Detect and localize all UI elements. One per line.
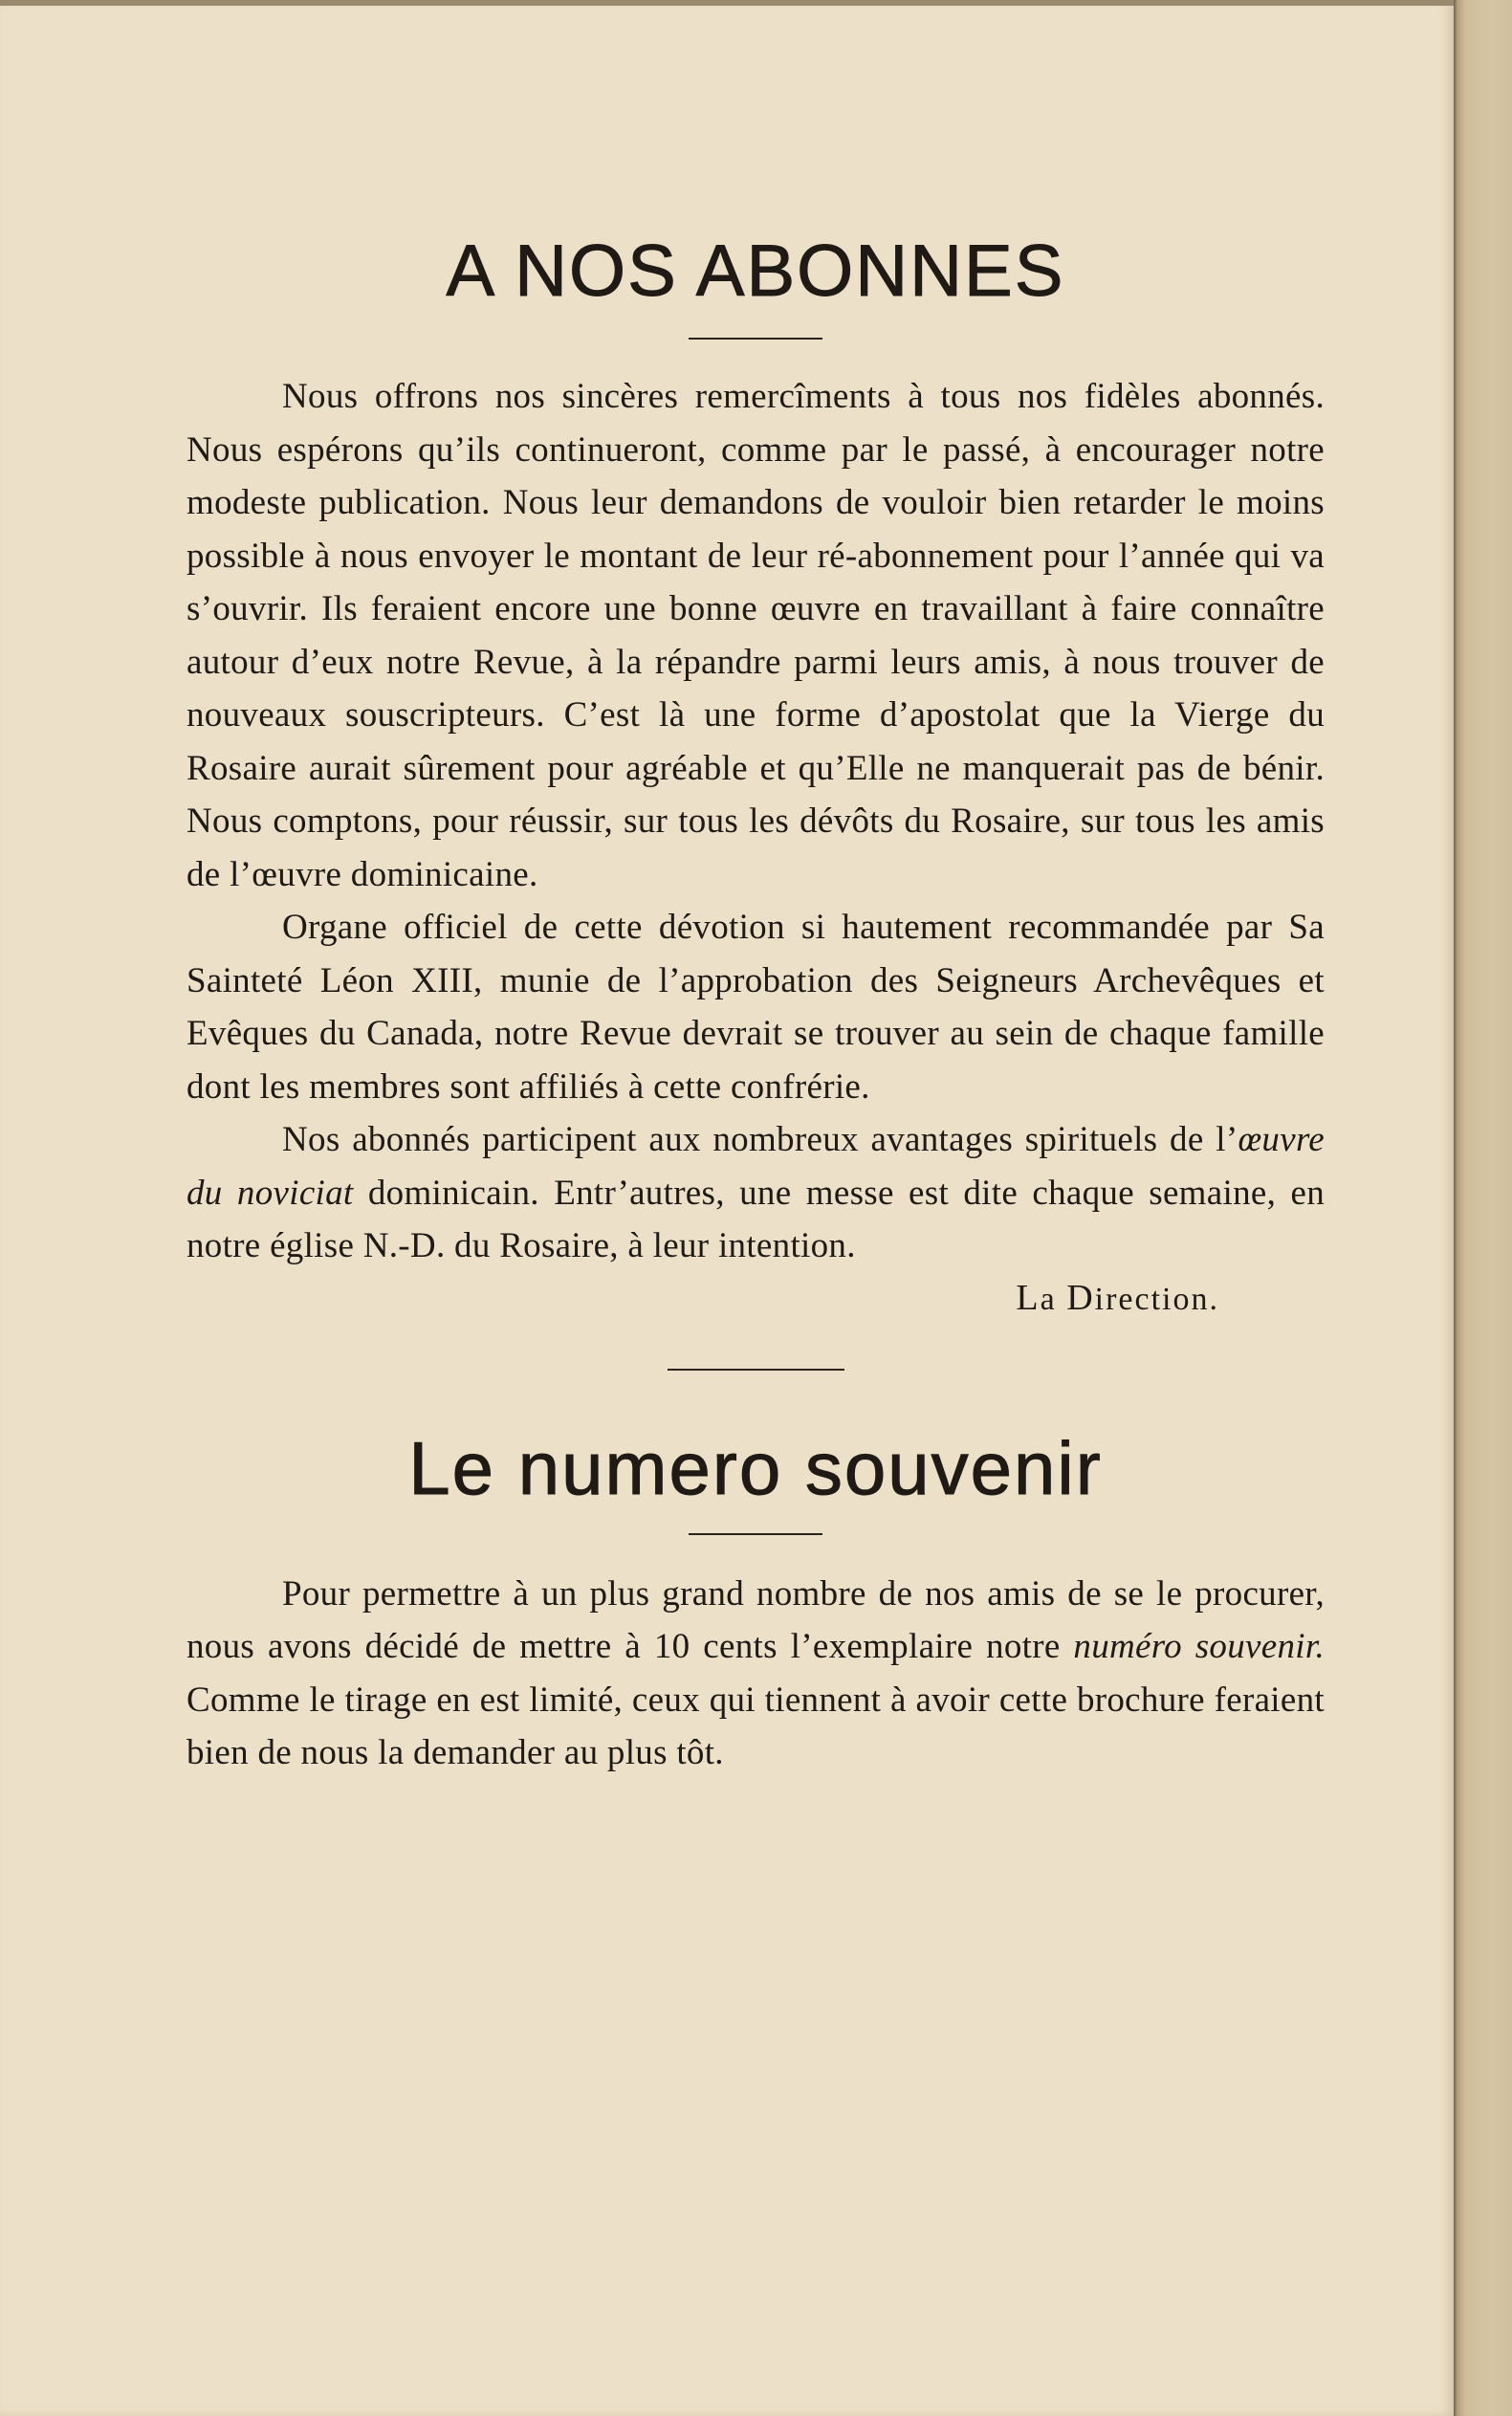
section-abonnes <box>186 230 1325 1319</box>
italic-text: numéro souvenir. <box>1073 1627 1326 1667</box>
heading-rule <box>689 1533 822 1535</box>
text-run: dominicain. Entr’autres, une messe est dite chaque semaine, en notre église N.-D. du Rosaire, à leur intention. <box>186 1173 1325 1266</box>
text-run: Nos abonnés participent aux nombreux avantages spirituels de l’ <box>282 1120 1238 1160</box>
page-content <box>186 230 1325 1780</box>
paragraph: Organe officiel de cette dévotion si hautement recommandée par Sa Sainteté Léon XIII, munie de l’approbation des Seigneurs Archevêques et Evêques du Canada, notre Revue devrait se trouver au sein de chaque famille dont les membres sont affiliés à cette confrérie. <box>186 908 1325 1107</box>
section-heading: A NOS ABONNES <box>446 231 1065 312</box>
signature-initial: L <box>1016 1277 1041 1318</box>
paragraph <box>186 1568 1325 1780</box>
text-run: Comme le tirage en est limité, ceux qui tiennent à avoir cette brochure feraient bien de nous la demander au plus tôt. <box>186 1680 1325 1773</box>
signature-initial: D <box>1066 1277 1095 1318</box>
heading-rule <box>689 338 822 340</box>
signature-text: irection. <box>1094 1281 1219 1317</box>
section-divider <box>668 1369 844 1371</box>
section-heading: Le numero souvenir <box>408 1425 1103 1510</box>
paragraph <box>186 1113 1325 1273</box>
signature-text: a <box>1040 1281 1067 1317</box>
section-numero-souvenir <box>186 1426 1325 1780</box>
signature <box>186 1277 1219 1319</box>
paragraph: Nous offrons nos sincères remercîments à tous nos fidèles abonnés. Nous espérons qu’ils continueront, comme par le passé, à encourager notre modeste publication. Nous leur demandons de vouloir bien retarder le moins possible à nous envoyer le montant de leur ré-abonnement pour l’année qui va s’ouvrir. Ils feraient encore une bonne œuvre en travaillant à faire connaître autour d’eux notre Revue, à la répandre parmi leurs amis, à nous trouver de nouveaux souscripteurs. C’est là une forme d’apostolat que la Vierge du Rosaire aurait sûrement pour agréable et qu’Elle ne manquerait pas de bénir. Nous comptons, pour réussir, sur tous les dévôts du Rosaire, sur tous les amis de l’œuvre dominicaine. <box>186 377 1325 894</box>
italic-text: œuvre du noviciat <box>186 1120 1325 1213</box>
page-binding-edge <box>1454 0 1512 2416</box>
page-top-edge <box>0 0 1454 6</box>
text-run: Pour permettre à un plus grand nombre de nos amis de se le procurer, nous avons décidé de mettre à 10 cents l’exemplaire notre <box>186 1573 1325 1667</box>
